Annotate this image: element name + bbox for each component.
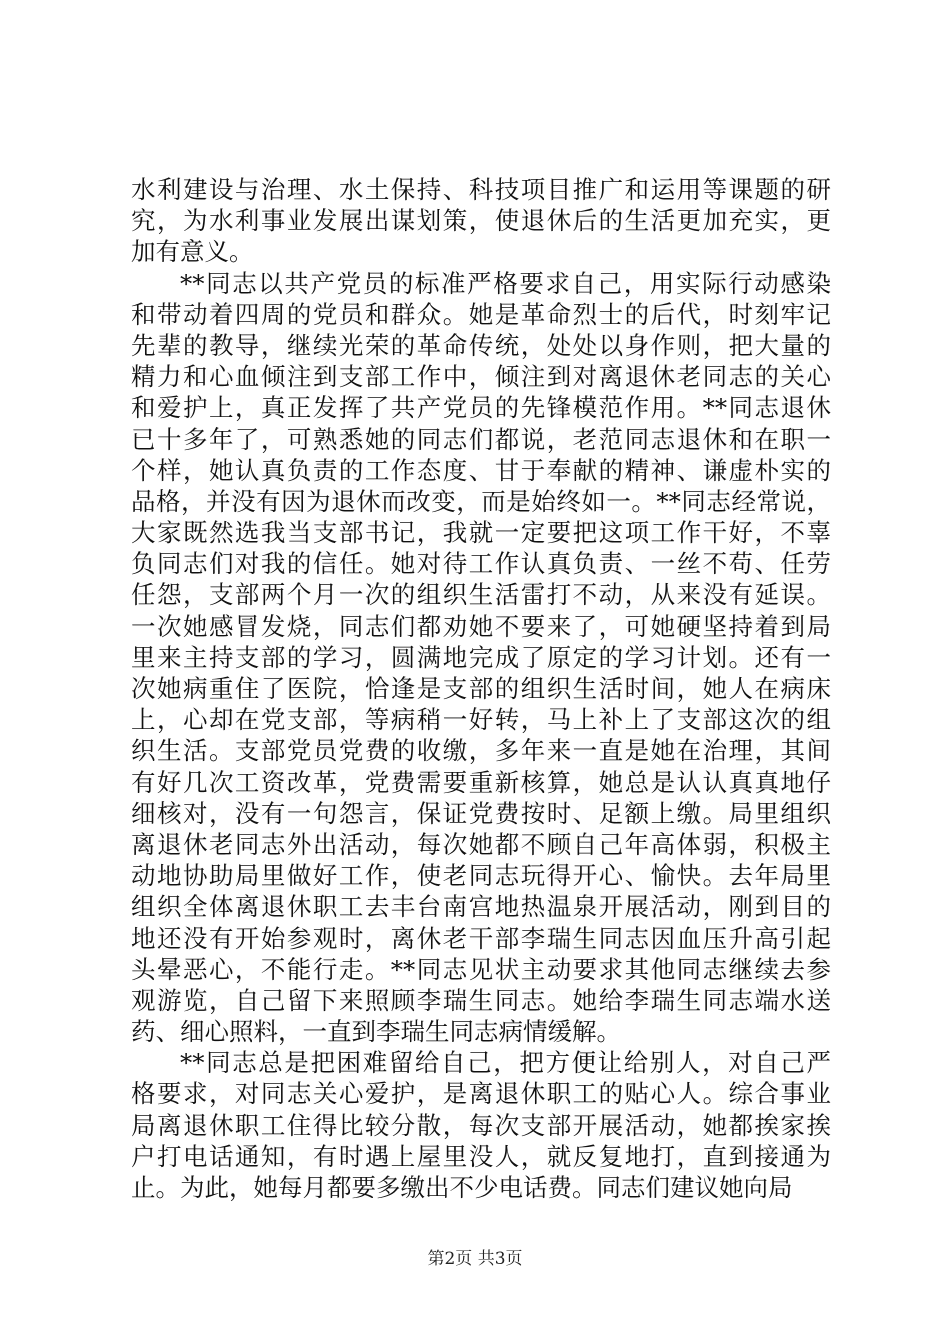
text-line: 个样，她认真负责的工作态度、甘于奉献的精神、谦虚朴实的 [131,455,831,485]
page-footer: 第2页 共3页 [427,1249,523,1269]
text-line: 先辈的教导，继续光荣的革命传统，处处以身作则，把大量的 [131,330,831,360]
text-line: 一次她感冒发烧，同志们都劝她不要来了，可她硬坚持着到局 [131,611,831,641]
text-line: 细核对，没有一句怨言，保证党费按时、足额上缴。局里组织 [131,798,831,828]
text-line: 任怨，支部两个月一次的组织生活雷打不动，从来没有延误。 [131,580,831,610]
text-line: 究，为水利事业发展出谋划策，使退休后的生活更加充实，更 [131,206,831,236]
text-line: 次她病重住了医院，恰逢是支部的组织生活时间，她人在病床 [131,674,831,703]
text-line: 负同志们对我的信任。她对待工作认真负责、一丝不苟、任劳 [131,549,831,579]
paragraph [131,1047,831,1203]
text-line: **同志总是把困难留给自己，把方便让给别人，对自己严 [180,1048,831,1078]
text-line: 观游览，自己留下来照顾李瑞生同志。她给李瑞生同志端水送 [131,985,831,1015]
text-line: 局离退休职工住得比较分散，每次支部开展活动，她都挨家挨 [131,1110,831,1140]
text-line: 精力和心血倾注到支部工作中，倾注到对离退休老同志的关心 [131,362,831,392]
text-line: 上，心却在党支部，等病稍一好转，马上补上了支部这次的组 [131,705,831,735]
text-line: **同志以共产党员的标准严格要求自己，用实际行动感染 [180,268,831,298]
paragraph [131,174,831,268]
text-line: 离退休老同志外出活动，每次她都不顾自己年高体弱，积极主 [131,829,831,859]
text-line: 格要求，对同志关心爱护，是离退休职工的贴心人。综合事业 [131,1079,831,1109]
text-line: 大家既然选我当支部书记，我就一定要把这项工作干好，不辜 [131,518,831,548]
text-line: 和带动着四周的党员和群众。她是革命烈士的后代，时刻牢记 [131,299,831,329]
text-line: 药、细心照料，一直到李瑞生同志病情缓解。 [131,1017,621,1047]
text-line: 品格，并没有因为退休而改变，而是始终如一。**同志经常说， [131,486,831,516]
text-line: 已十多年了，可熟悉她的同志们都说，老范同志退休和在职一 [131,424,831,454]
paragraph [131,268,831,1048]
text-line: 和爱护上，真正发挥了共产党员的先锋模范作用。**同志退休 [131,393,831,423]
text-line: 止。为此，她每月都要多缴出不少电话费。同志们建议她向局 [131,1173,793,1202]
text-line: 头晕恶心，不能行走。**同志见状主动要求其他同志继续去参 [131,954,831,984]
text-line: 有好几次工资改革，党费需要重新核算，她总是认认真真地仔 [131,767,831,797]
text-line: 动地协助局里做好工作，使老同志玩得开心、愉快。去年局里 [131,861,831,891]
text-line: 水利建设与治理、水土保持、科技项目推广和运用等课题的研 [131,175,831,204]
text-line: 里来主持支部的学习，圆满地完成了原定的学习计划。还有一 [131,642,831,672]
text-line: 户打电话通知，有时遇上屋里没人，就反复地打，直到接通为 [131,1141,831,1171]
text-line: 组织全体离退休职工去丰台南宫地热温泉开展活动，刚到目的 [131,892,831,922]
body-text [131,174,831,1203]
text-line: 地还没有开始参观时，离休老干部李瑞生同志因血压升高引起 [131,923,831,953]
text-line: 加有意义。 [131,237,254,267]
text-line: 织生活。支部党员党费的收缴，多年来一直是她在治理，其间 [131,736,831,766]
